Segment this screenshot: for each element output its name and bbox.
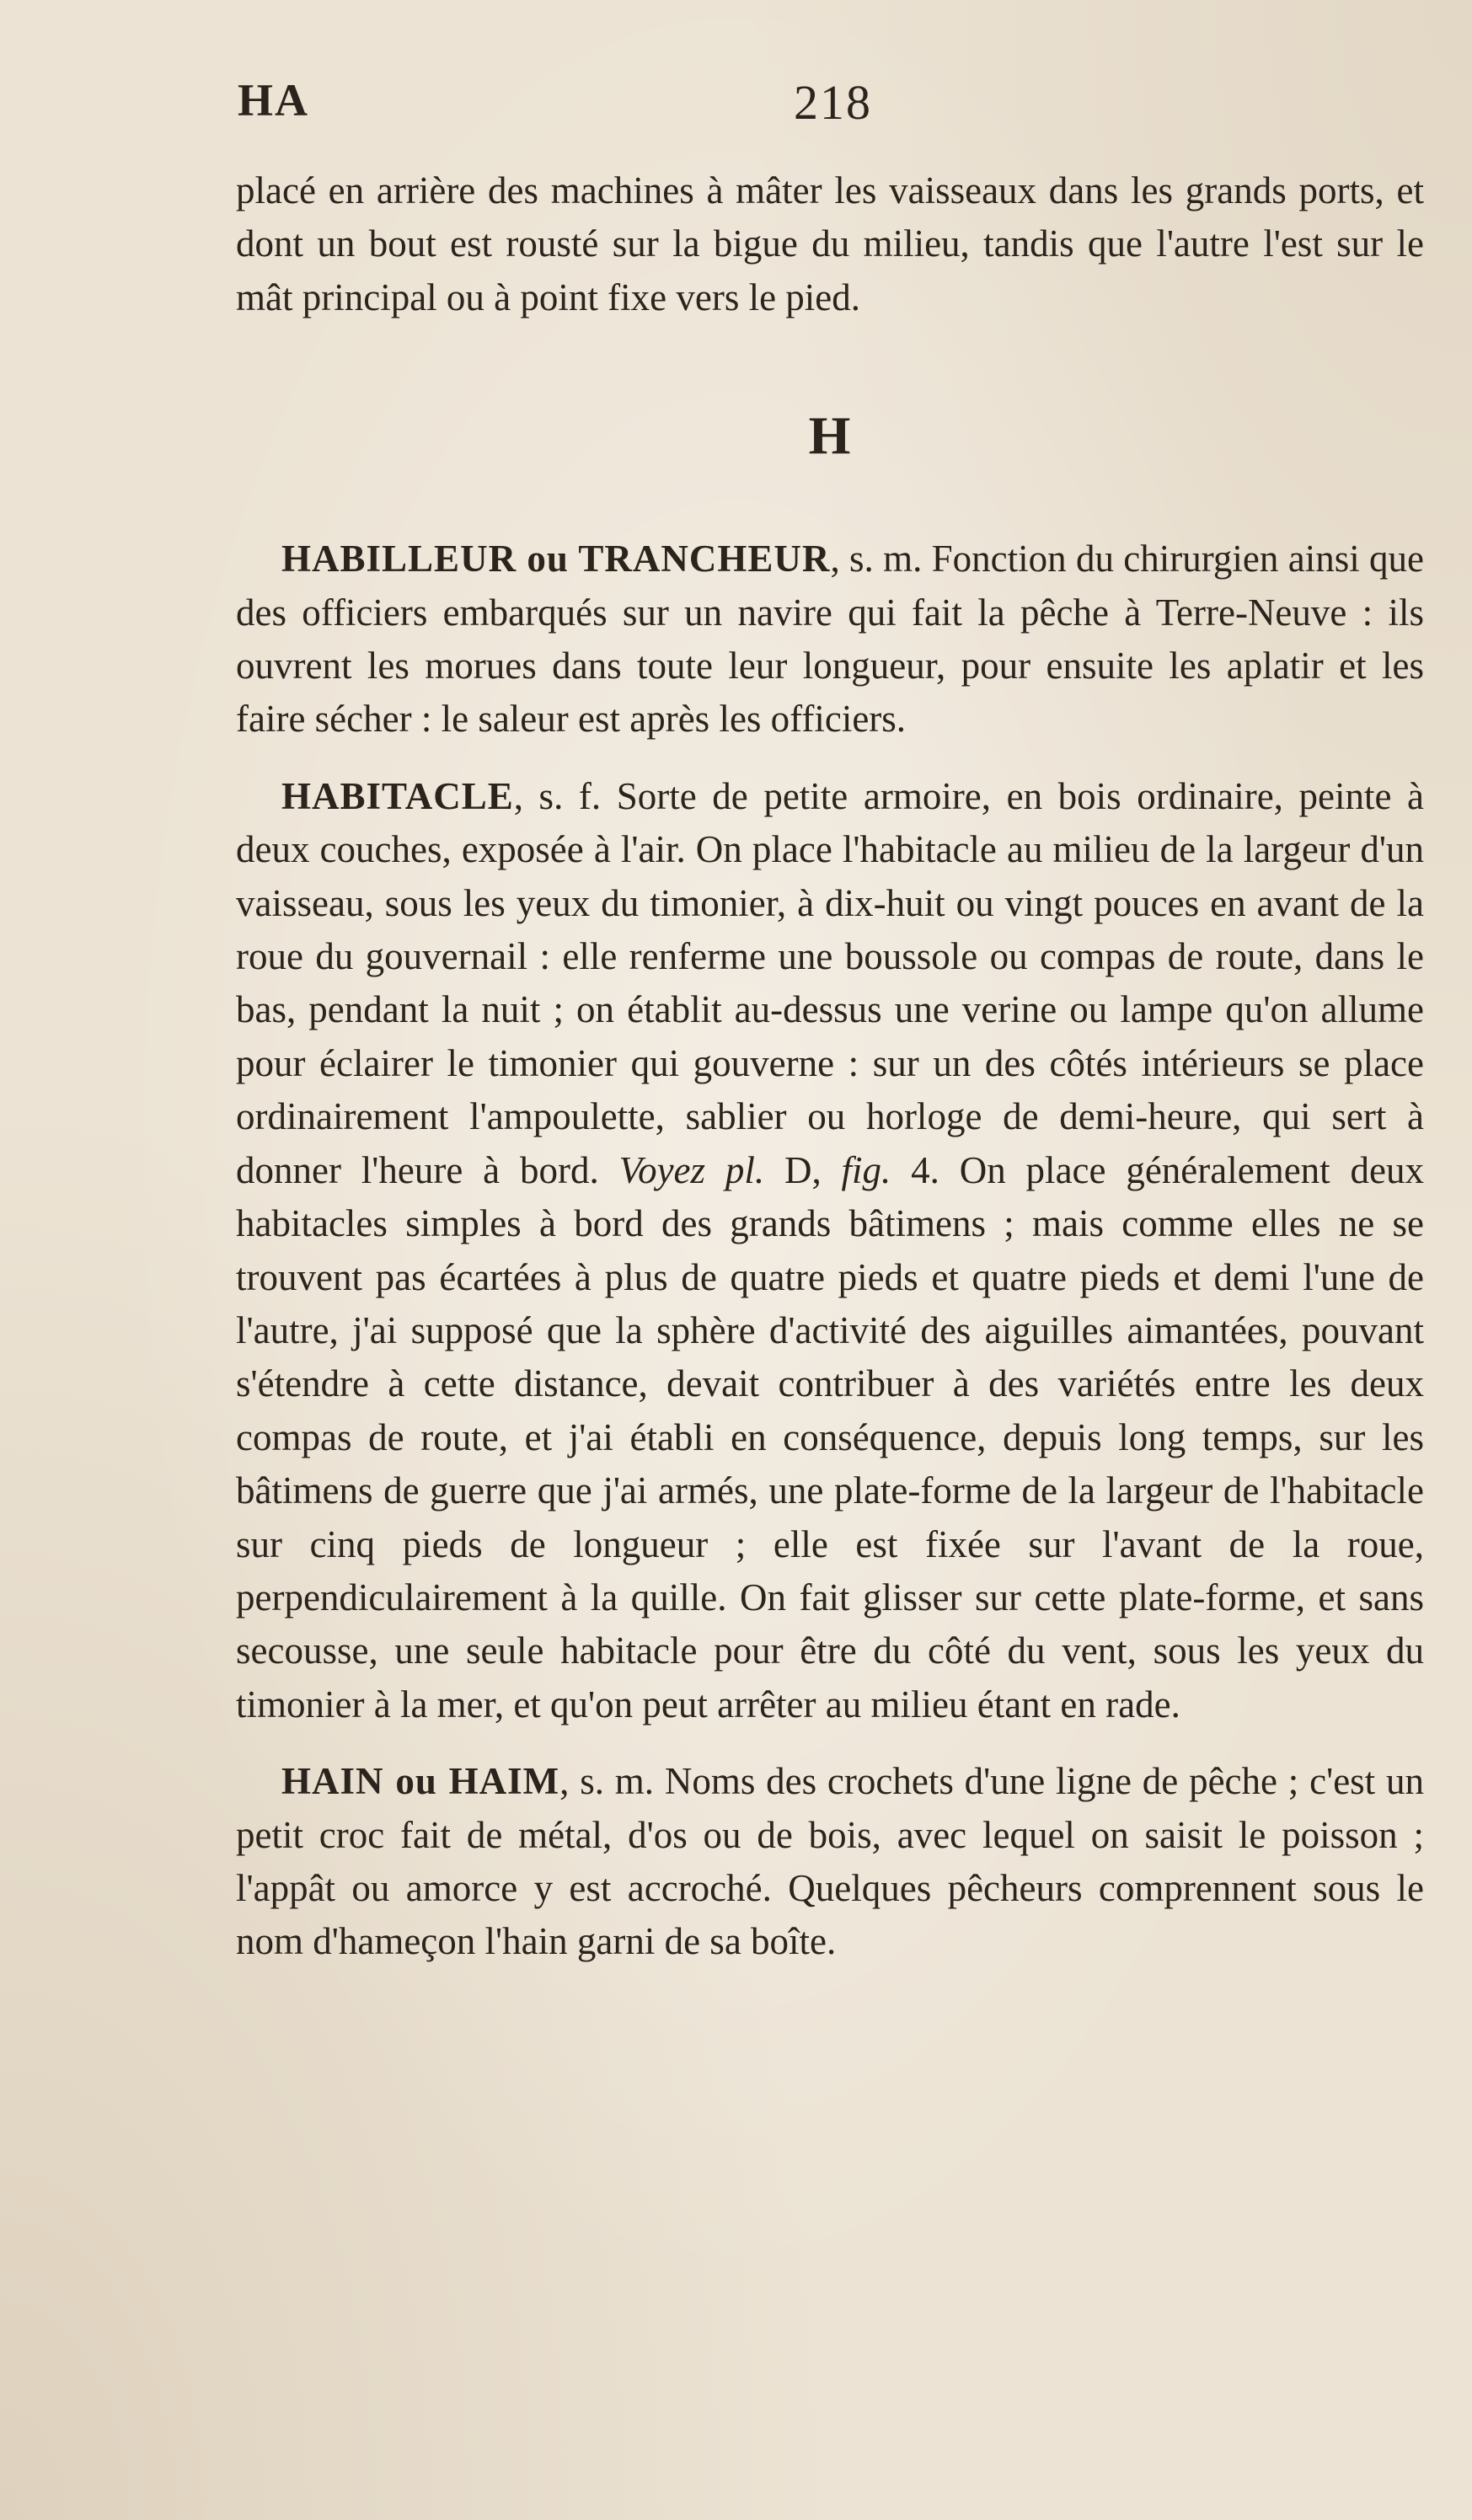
- dictionary-entry-habilleur: [236, 532, 1424, 746]
- entry-headword: HABILLEUR ou TRANCHEUR: [281, 538, 831, 581]
- dictionary-entry-hain: [236, 1755, 1424, 1969]
- dictionary-entry-habitacle: [236, 770, 1424, 1731]
- entry-headword: HAIN ou HAIM: [281, 1760, 560, 1803]
- plate-reference-letter: D,: [764, 1148, 842, 1191]
- entry-body: , s. m. Fonction du chirurgien ainsi que des officiers embarqués sur un navire qui fait la pêche à Terre-Neuve : ils ouvrent les morues dans toute leur longueur, pour ensuite les aplatir et les faire sécher : le saleur est après les officiers.: [236, 538, 1425, 741]
- entry-headword: HABITACLE: [281, 774, 514, 817]
- section-letter-heading: H: [808, 405, 852, 466]
- plate-reference-number: 4.: [891, 1148, 939, 1191]
- entry-body: , s. f. Sorte de petite armoire, en bois ordinaire, peinte à deux couches, exposée à l'air. On place l'habitacle au milieu de la largeur d'un vaisseau, sous les yeux du timonier, à dix-huit ou vingt pouces en avant de la roue du gouvernail : elle renferme une boussole ou compas de route, dans le bas, pendant la nuit ; on établit au-dessus une verine ou lampe qu'on allume pour éclairer le timonier qui gouverne : sur un des côtés intérieurs se place ordinairement l'ampoulette, sablier ou horloge de demi-heure, qui sert à donner l'heure à bord.: [236, 774, 1424, 1191]
- continued-paragraph: placé en arrière des machines à mâter les vaisseaux dans les grands ports, et dont un bout est rousté sur la bigue du milieu, tandis que l'autre l'est sur le mât principal ou à point fixe vers le pied.: [236, 169, 1424, 318]
- page-number: 218: [794, 75, 872, 130]
- entry-body-continued: On place généralement deux habitacles simples à bord des grands bâtimens ; mais comme elles ne se trouvent pas écartées à plus de quatre pieds et quatre pieds et demi l'une de l'autre, j'ai supposé que la sphère d'activité des aiguilles aimantées, pouvant s'étendre à cette distance, devait contribuer à des variétés entre les deux compas de route, et j'ai établi en conséquence, depuis long temps, sur les bâtimens de guerre que j'ai armés, une plate-forme de la largeur de l'habitacle sur cinq pieds de longueur ; elle est fixée sur l'avant de la roue, perpendiculairement à la quille. On fait glisser sur cette plate-forme, et sans secousse, une seule habitacle pour être du côté du vent, sous les yeux du timonier à la mer, et qu'on peut arrêter au milieu étant en rade.: [236, 1148, 1424, 1725]
- plate-reference-voyez: Voyez pl.: [618, 1148, 765, 1191]
- running-head-title: HA: [238, 75, 309, 126]
- entry-body: , s. m. Noms des crochets d'une ligne de pêche ; c'est un petit croc fait de métal, d'os ou de bois, avec lequel on saisit le poisson ; l'appât ou amorce y est accroché. Quelques pêcheurs comprennent sous le nom d'hameçon l'hain garni de sa boîte.: [236, 1760, 1424, 1963]
- running-head: [238, 74, 1426, 142]
- text-body: [236, 164, 1424, 1969]
- plate-reference-fig: fig.: [841, 1148, 891, 1191]
